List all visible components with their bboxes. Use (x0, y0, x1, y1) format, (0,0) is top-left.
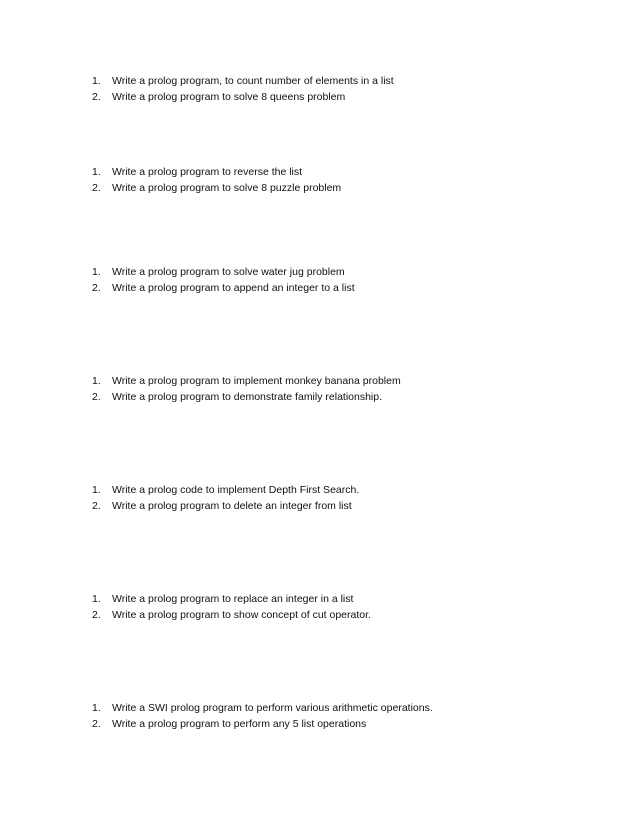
list-item (92, 281, 592, 297)
item-number: 2. (92, 608, 101, 621)
item-number: 1. (92, 375, 101, 387)
list-item (92, 374, 592, 390)
list-item (92, 701, 592, 717)
list-item (92, 390, 592, 406)
item-text: Write a SWI prolog program to perform various arithmetic operations. (112, 702, 433, 714)
item-number: 2. (92, 499, 101, 512)
list-item (92, 592, 592, 608)
item-number: 1. (92, 702, 101, 714)
item-text: Write a prolog program, to count number of elements in a list (112, 75, 394, 87)
list-item (92, 90, 592, 106)
question-group-3 (92, 265, 592, 296)
item-text: Write a prolog program to replace an integer in a list (112, 593, 354, 605)
question-group-7 (92, 701, 592, 732)
item-text: Write a prolog program to demonstrate family relationship. (112, 390, 383, 403)
item-number: 1. (92, 75, 101, 87)
item-text: Write a prolog program to solve 8 queens problem (112, 90, 346, 103)
list-item (92, 181, 592, 197)
item-text: Write a prolog program to solve water jug problem (112, 266, 345, 278)
item-number: 1. (92, 593, 101, 605)
list-item (92, 483, 592, 499)
item-text: Write a prolog program to implement monkey banana problem (112, 375, 401, 387)
question-group-1 (92, 74, 592, 105)
list-item (92, 265, 592, 281)
item-number: 2. (92, 181, 101, 194)
item-text: Write a prolog program to reverse the list (112, 166, 303, 178)
list-item (92, 165, 592, 181)
item-number: 2. (92, 281, 101, 294)
item-text: Write a prolog program to solve 8 puzzle problem (112, 181, 342, 194)
question-group-2 (92, 165, 592, 196)
item-text: Write a prolog program to show concept of cut operator. (112, 608, 371, 621)
item-text: Write a prolog code to implement Depth First Search. (112, 484, 360, 496)
question-group-4 (92, 374, 592, 405)
item-number: 1. (92, 484, 101, 496)
list-item (92, 608, 592, 624)
item-text: Write a prolog program to delete an integer from list (112, 499, 352, 512)
item-number: 2. (92, 90, 101, 103)
question-group-6 (92, 592, 592, 623)
list-item (92, 74, 592, 90)
list-item (92, 717, 592, 733)
item-text: Write a prolog program to perform any 5 list operations (112, 717, 367, 730)
item-number: 1. (92, 266, 101, 278)
list-item (92, 499, 592, 515)
item-number: 2. (92, 717, 101, 730)
item-number: 1. (92, 166, 101, 178)
question-group-5 (92, 483, 592, 514)
item-number: 2. (92, 390, 101, 403)
item-text: Write a prolog program to append an integer to a list (112, 281, 355, 294)
